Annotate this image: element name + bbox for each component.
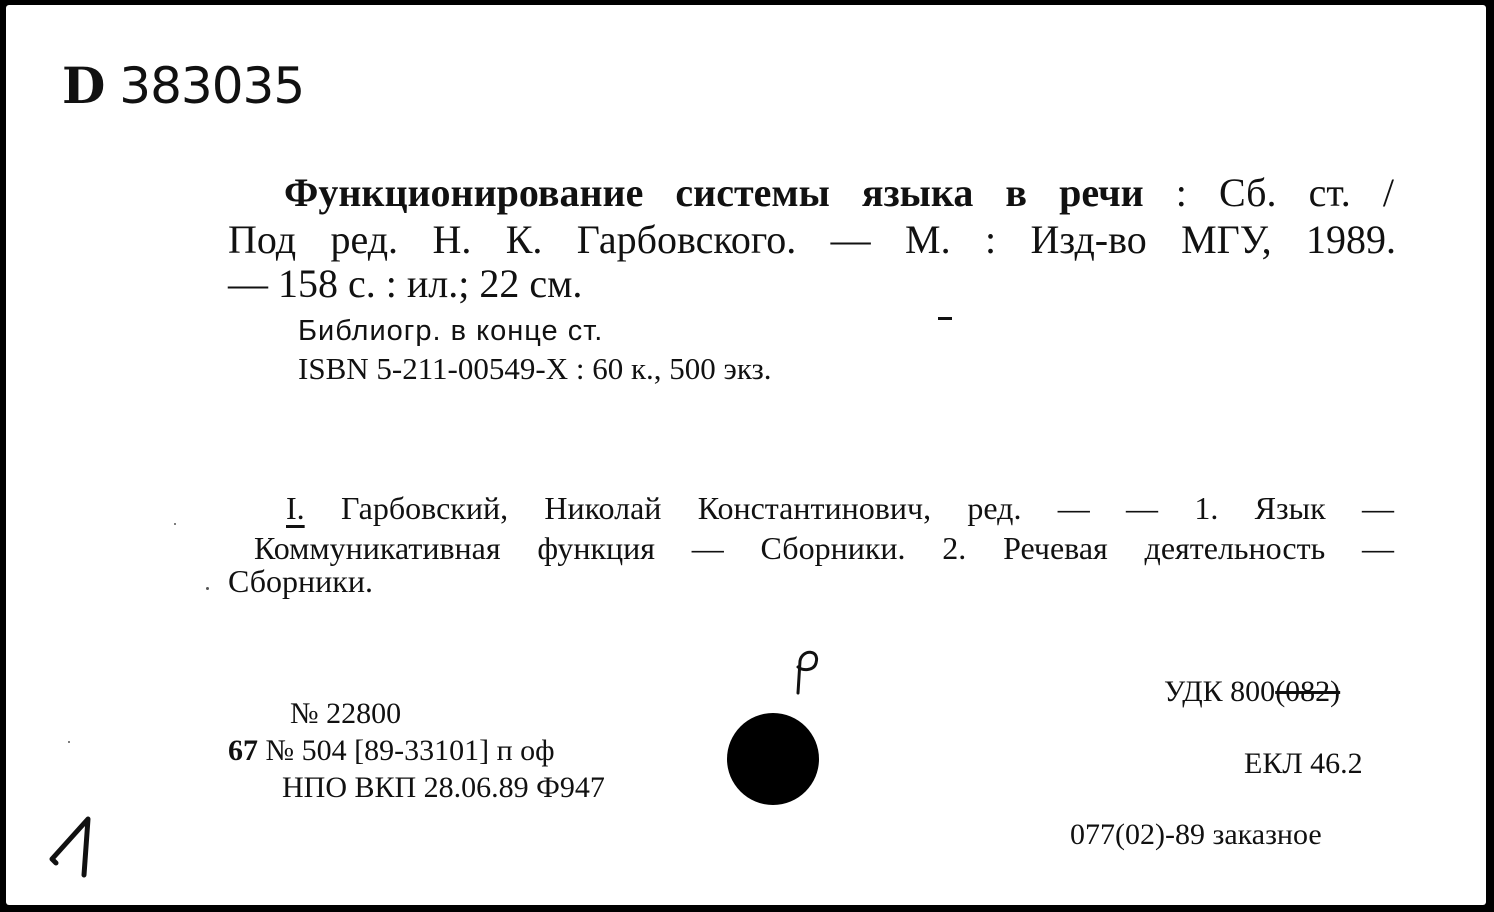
index-code: 077(02)-89 заказное (1070, 818, 1322, 851)
note-bibliography: Библиогр. в конце ст. (298, 315, 604, 347)
handwritten-p-mark (786, 645, 826, 697)
speck (206, 587, 209, 590)
call-number-value: 383035 (119, 57, 305, 115)
stray-dash (938, 317, 952, 320)
order-number: № 22800 (290, 697, 402, 730)
call-number-prefix: D (62, 56, 105, 115)
udk-classification (1164, 677, 1340, 707)
udk-struck: (082) (1275, 675, 1341, 708)
order-line-2-num: 67 (228, 734, 258, 767)
order-line-2-text: № 504 [89-33101] п оф (265, 734, 555, 767)
title-line-1 (284, 170, 1394, 215)
tracing-line-1-text: Гарбовский, Николай Константинович, ред. — — 1. Язык — (340, 490, 1395, 526)
speck (174, 523, 176, 525)
title-bold: Функционирование системы языка в речи (284, 170, 1144, 215)
tracing-line-2: Коммуникативная функция — Сборники. 2. Речевая деятельность — (254, 530, 1394, 566)
ekl-classification: ЕКЛ 46.2 (1244, 747, 1363, 780)
title-rest: : Сб. ст. / (1175, 170, 1394, 215)
title-line-3: — 158 с. : ил.; 22 см. (228, 261, 583, 306)
handwritten-one-mark (46, 813, 110, 881)
tracing-roman-one: I. (286, 490, 305, 526)
black-circle-mark (727, 713, 819, 805)
note-isbn: ISBN 5-211-00549-X : 60 к., 500 экз. (298, 351, 772, 386)
call-number (62, 56, 305, 115)
tracing-line-3: Сборники. (228, 563, 373, 599)
udk-label: УДК 800 (1164, 675, 1276, 708)
order-line-3: НПО ВКП 28.06.89 Ф947 (282, 771, 605, 804)
title-line-2: Под ред. Н. К. Гарбовского. — М. : Изд-во МГУ, 1989. (228, 217, 1396, 262)
speck (68, 741, 70, 743)
order-line-2 (228, 736, 555, 766)
tracing-line-1 (286, 492, 1394, 524)
catalog-card (6, 5, 1486, 905)
